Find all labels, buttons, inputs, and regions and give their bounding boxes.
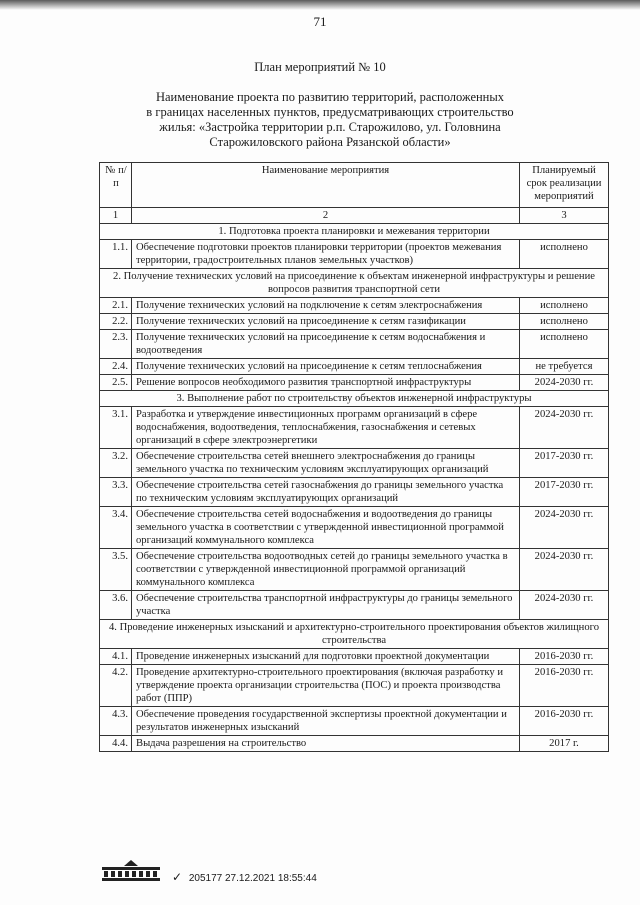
- document-id: 205177: [188, 873, 223, 884]
- row-number: 4.2.: [100, 665, 132, 707]
- row-term: исполнено: [520, 314, 609, 330]
- row-name: Получение технических условий на присоединение к сетям газификации: [132, 314, 520, 330]
- row-term: 2024-2030 гг.: [520, 375, 609, 391]
- row-name: Обеспечение строительства сетей водоснабжения и водоотведения до границы земельного участка в соответствии с утвержденной инвестиционной программой организаций коммунального комплекса: [132, 507, 520, 549]
- row-name: Проведение архитектурно-строительного проектирования (включая разработку и утверждение проекта организации строительства (ПОС) и проекта производства работ (ППР): [132, 665, 520, 707]
- index-cell: 3: [520, 208, 609, 224]
- row-term: исполнено: [520, 330, 609, 359]
- footer-registration: [172, 870, 317, 884]
- table-row: [100, 665, 609, 707]
- section-title: 2. Получение технических условий на присоединение к объектам инженерной инфраструктуры и решение вопросов развития транспортной сети: [100, 269, 609, 298]
- row-term: 2017-2030 гг.: [520, 478, 609, 507]
- row-number: 3.6.: [100, 591, 132, 620]
- header-term: Планируемый срок реализации мероприятий: [520, 163, 609, 208]
- section-row: [100, 224, 609, 240]
- section-title: 1. Подготовка проекта планировки и межевания территории: [100, 224, 609, 240]
- row-number: 2.5.: [100, 375, 132, 391]
- row-term: 2024-2030 гг.: [520, 507, 609, 549]
- registry-stamp-icon: [100, 858, 162, 882]
- row-term: исполнено: [520, 240, 609, 269]
- table-row: [100, 449, 609, 478]
- table-row: [100, 507, 609, 549]
- check-mark: ✓: [172, 870, 183, 884]
- section-title: 4. Проведение инженерных изысканий и архитектурно-строительного проектирования объектов жилищного строительства: [100, 620, 609, 649]
- row-name: Решение вопросов необходимого развития транспортной инфраструктуры: [132, 375, 520, 391]
- row-number: 3.1.: [100, 407, 132, 449]
- table-header-row: [100, 163, 609, 208]
- row-term: 2016-2030 гг.: [520, 665, 609, 707]
- table-row: [100, 478, 609, 507]
- table-row: [100, 359, 609, 375]
- footer: [100, 858, 400, 898]
- table-row: [100, 707, 609, 736]
- table-row: [100, 591, 609, 620]
- header-name: Наименование мероприятия: [132, 163, 520, 208]
- row-name: Обеспечение проведения государственной экспертизы проектной документации и результатов инженерных изысканий: [132, 707, 520, 736]
- document-timestamp: 27.12.2021 18:55:44: [225, 873, 317, 884]
- row-term: 2016-2030 гг.: [520, 649, 609, 665]
- row-number: 3.2.: [100, 449, 132, 478]
- plan-table: [99, 162, 609, 752]
- table-row: [100, 736, 609, 752]
- row-name: Обеспечение строительства водоотводных сетей до границы земельного участка в соответствии с утвержденной инвестиционной программой организаций коммунального комплекса: [132, 549, 520, 591]
- row-name: Выдача разрешения на строительство: [132, 736, 520, 752]
- row-name: Обеспечение строительства транспортной инфраструктуры до границы земельного участка: [132, 591, 520, 620]
- row-name: Проведение инженерных изысканий для подготовки проектной документации: [132, 649, 520, 665]
- row-term: 2024-2030 гг.: [520, 549, 609, 591]
- scan-edge: [0, 0, 640, 10]
- page-number: 71: [313, 14, 327, 29]
- table-row: [100, 375, 609, 391]
- row-term: 2024-2030 гг.: [520, 591, 609, 620]
- index-cell: 2: [132, 208, 520, 224]
- row-name: Обеспечение строительства сетей газоснабжения до границы земельного участка по техническим условиям эксплуатирующих организаций: [132, 478, 520, 507]
- table-row: [100, 649, 609, 665]
- project-title-line: в границах населенных пунктов, предусматривающих строительство: [146, 105, 514, 119]
- header-num: № п/п: [100, 163, 132, 208]
- row-number: 3.4.: [100, 507, 132, 549]
- table-row: [100, 298, 609, 314]
- row-name: Получение технических условий на присоединение к сетям водоснабжения и водоотведения: [132, 330, 520, 359]
- row-name: Получение технических условий на подключение к сетям электроснабжения: [132, 298, 520, 314]
- row-term: 2016-2030 гг.: [520, 707, 609, 736]
- table-index-row: [100, 208, 609, 224]
- row-term: 2017 г.: [520, 736, 609, 752]
- row-number: 4.3.: [100, 707, 132, 736]
- table-body: [100, 224, 609, 752]
- row-number: 2.4.: [100, 359, 132, 375]
- row-number: 2.1.: [100, 298, 132, 314]
- project-title-line: жилья: «Застройка территории р.п. Старожилово, ул. Головнина: [159, 120, 501, 134]
- row-number: 2.2.: [100, 314, 132, 330]
- row-number: 4.4.: [100, 736, 132, 752]
- row-number: 3.3.: [100, 478, 132, 507]
- table-row: [100, 314, 609, 330]
- table-row: [100, 240, 609, 269]
- section-row: [100, 620, 609, 649]
- row-name: Получение технических условий на присоединение к сетям теплоснабжения: [132, 359, 520, 375]
- row-term: не требуется: [520, 359, 609, 375]
- row-term: 2017-2030 гг.: [520, 449, 609, 478]
- section-title: 3. Выполнение работ по строительству объектов инженерной инфраструктуры: [100, 391, 609, 407]
- section-row: [100, 269, 609, 298]
- project-title-line: Наименование проекта по развитию территорий, расположенных: [155, 90, 505, 104]
- table-row: [100, 549, 609, 591]
- row-name: Обеспечение строительства сетей внешнего электроснабжения до границы земельного участка по техническим условиям эксплуатирующих организаций: [132, 449, 520, 478]
- table-row: [100, 407, 609, 449]
- row-number: 1.1.: [100, 240, 132, 269]
- row-term: исполнено: [520, 298, 609, 314]
- row-number: 2.3.: [100, 330, 132, 359]
- row-number: 4.1.: [100, 649, 132, 665]
- project-title-line: Старожиловского района Рязанской области»: [209, 135, 451, 149]
- row-name: Разработка и утверждение инвестиционных программ организаций в сфере водоснабжения, водоотведения, теплоснабжения, газоснабжения и сетевых организаций в сфере электроэнергетики: [132, 407, 520, 449]
- row-number: 3.5.: [100, 549, 132, 591]
- table-row: [100, 330, 609, 359]
- row-term: 2024-2030 гг.: [520, 407, 609, 449]
- row-name: Обеспечение подготовки проектов планировки территории (проектов межевания территории, градостроительных планов земельных участков): [132, 240, 520, 269]
- plan-title: План мероприятий № 10: [254, 60, 386, 74]
- project-title: [120, 90, 540, 150]
- section-row: [100, 391, 609, 407]
- index-cell: 1: [100, 208, 132, 224]
